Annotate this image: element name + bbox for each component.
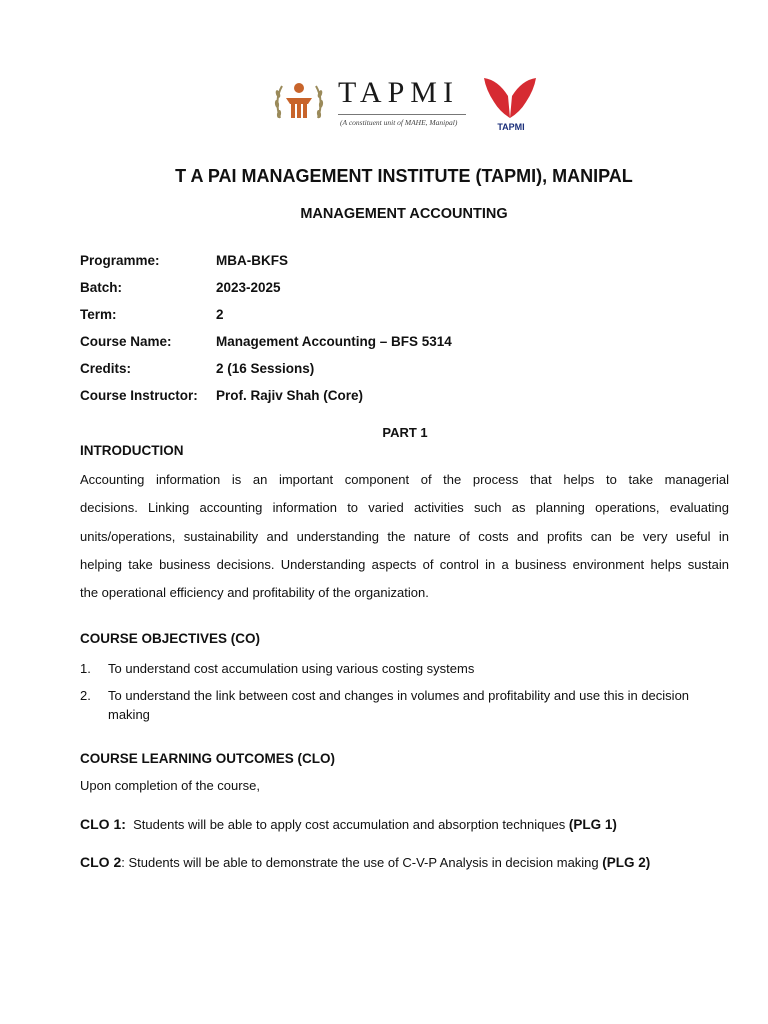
- brand-divider: [338, 114, 466, 115]
- list-number: 2.: [80, 688, 91, 703]
- clo-plg: (PLG 1): [568, 817, 617, 832]
- learning-outcomes-heading: COURSE LEARNING OUTCOMES (CLO): [80, 751, 335, 766]
- info-label: Programme:: [80, 253, 160, 268]
- introduction-paragraph: [80, 466, 729, 607]
- header-logo-band: [262, 64, 544, 138]
- clo-item: [80, 854, 740, 870]
- paragraph-line: Accounting information is an important component of the process that helps to take managerial: [80, 472, 729, 487]
- clo-plg: (PLG 2): [602, 855, 651, 870]
- institute-title: T A PAI MANAGEMENT INSTITUTE (TAPMI), MANIPAL: [175, 166, 633, 186]
- tapmi-seal-icon: [272, 74, 326, 134]
- clo-text: Students will be able to apply cost accumulation and absorption techniques: [125, 817, 569, 832]
- paragraph-line: units/operations, sustainability and understanding the nature of costs and profits can be very useful in: [80, 528, 729, 544]
- course-objectives-heading: COURSE OBJECTIVES (CO): [80, 631, 261, 646]
- info-label: Term:: [80, 307, 117, 322]
- paragraph-line: helping take business decisions. Understanding aspects of control in a business environment helps sustain: [80, 556, 729, 572]
- info-value: 2023-2025: [216, 280, 281, 295]
- brand-name: TAPMI: [338, 76, 459, 109]
- paragraph-line: the operational efficiency and profitability of the organization.: [80, 585, 429, 601]
- info-value: 2 (16 Sessions): [216, 361, 315, 376]
- info-label: Course Name:: [80, 334, 172, 349]
- paragraph-line: decisions. Linking accounting information to varied activities such as planning operations, evaluating: [80, 500, 729, 516]
- info-value: 2: [216, 307, 224, 322]
- mark-label: TAPMI: [497, 122, 525, 132]
- info-value: MBA-BKFS: [216, 253, 288, 268]
- info-value: Management Accounting – BFS 5314: [216, 334, 452, 349]
- info-label: Batch:: [80, 280, 123, 295]
- info-label: Credits:: [80, 361, 132, 376]
- info-value: Prof. Rajiv Shah (Core): [216, 388, 364, 403]
- part-label: PART 1: [382, 425, 428, 440]
- clo-label: CLO 2: [80, 854, 122, 870]
- introduction-heading: INTRODUCTION: [80, 443, 184, 458]
- learning-outcomes-intro: Upon completion of the course,: [80, 778, 260, 793]
- info-label: Course Instructor:: [80, 388, 198, 403]
- list-text: To understand cost accumulation using various costing systems: [108, 661, 475, 676]
- course-title: MANAGEMENT ACCOUNTING: [300, 206, 508, 222]
- clo-label: CLO 1:: [80, 816, 126, 832]
- list-number: 1.: [80, 661, 91, 676]
- clo-text: : Students will be able to demonstrate the use of C-V-P Analysis in decision making: [121, 855, 603, 870]
- clo-item: [80, 816, 740, 832]
- list-text: To understand the link between cost and changes in volumes and profitability and use this in decision making: [108, 688, 690, 722]
- brand-subtitle: (A constituent unit of MAHE, Manipal): [340, 118, 458, 127]
